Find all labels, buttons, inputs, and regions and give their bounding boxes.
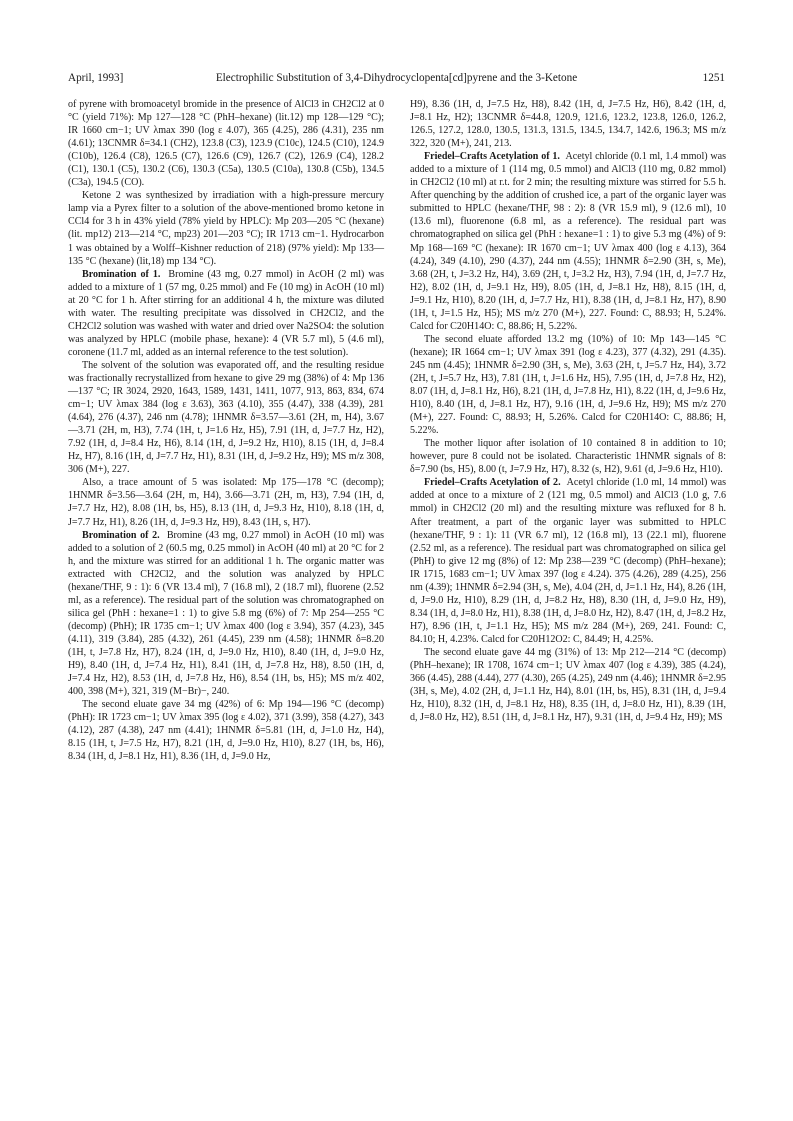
header-page-number: 1251 bbox=[702, 72, 725, 84]
body-bromination-of-1: Bromine (43 mg, 0.27 mmol) in AcOH (2 ml) was added to a mixture of 1 (57 mg, 0.25 mmol) and Fe (10 mg) in AcOH (10 ml) at 20 °C for 1 h. After stirring for an additional 4 h, the mixture was diluted with water. The resulting precipitate was dissolved in CH2Cl2, and the CH2Cl2 solution was washed with water and dried over Na2SO4: the solution was analyzed by HPLC (mobile phase, hexane): 4 (VR 5.7 ml), 5 (4.6 ml), coronene (11.7 ml, added as an internal reference to the test solution). bbox=[68, 268, 384, 358]
body-bromination-of-2: Bromine (43 mg, 0.27 mmol) in AcOH (10 ml) was added to a solution of 2 (60.5 mg, 0.25 mmol) in AcOH (40 ml) at 20 °C for 2 h, and the mixture was stirred for an additional 1 h. The organic matter was extracted with CH2Cl2, and the solution was analyzed by HPLC (hexane/THF, 9 : 1): 6 (VR 13.4 ml), 7 (16.8 ml), 2 (18.7 ml), fluorene (2.52 ml, as a reference). The residual part of the solution was chromatographed on silica gel (PhH : hexane=1 : 1) to give 5.8 mg (6%) of 7: Mp 254—255 °C (decomp) (PhH); IR 1735 cm−1; UV λmax 400 (log ε 3.94), 357 (4.23), 345 (4.11), 319 (3.84), 285 (4.32), 261 (4.45), 239 nm (4.58); 1HNMR δ=8.20 (1H, t, J=7.8 Hz, H7), 8.24 (1H, d, J=9.0 Hz, H10), 8.40 (1H, d, J=9.0 Hz, H9), 8.40 (1H, d, J=7.4 Hz, H1), 8.41 (1H, d, J=7.8 Hz, H8), 8.50 (1H, d, J=7.4 Hz, H2), 8.53 (1H, d, J=7.8 Hz, H6), 8.54 (1H, bs, H5); MS m/z 402, 400, 398 (M+), 321, 319 (M−Br)−, 240. bbox=[68, 529, 385, 698]
section-acetylation-of-1 bbox=[410, 150, 726, 333]
paragraph-second-eluate-6: The second eluate gave 34 mg (42%) of 6: Mp 194—196 °C (decomp) (PhH): IR 1723 cm−1; UV λmax 395 (log ε 4.02), 371 (3.99), 358 (4.27), 343 (4.12), 287 (4.38), 247 nm (4.41); 1HNMR δ=5.81 (1H, d, J=1.0 Hz, H4), 8.15 (1H, t, J=7.5 Hz, H7), 8.21 (1H, d, J=9.0 Hz, H10), 8.27 (1H, bs, H6), 8.34 (1H, d, J=8.1 Hz, H1), 8.36 (1H, d, J=9.0 Hz, bbox=[68, 699, 384, 763]
header-title: Electrophilic Substitution of 3,4-Dihydrocyclopenta[cd]pyrene and the 3-Ketone bbox=[215, 72, 578, 84]
heading-bromination-of-1: Bromination of 1. bbox=[82, 268, 161, 280]
body-acetylation-of-2: Acetyl chloride (1.0 ml, 14 mmol) was added at once to a mixture of 2 (121 mg, 0.5 mmol) and AlCl3 (1.0 g, 7.6 mmol) in CH2Cl2 (20 ml) and the resulting mixture was refluxed for 8 h. After treatment, a part of the organic layer was submitted to HPLC (hexane/THF, 9 : 1): 11 (VR 6.7 ml), 12 (16.8 ml), 13 (22.1 ml), fluorene (2.52 ml, as a reference). The residual part was chromatographed on silica gel (PhH) to give 12 mg (8%) of 12: Mp 238—239 °C (decomp) (PhH–hexane); IR 1715, 1683 cm−1; UV λmax 397 (log ε 4.24). 375 (4.26), 289 (4.25), 256 nm (4.39); 1HNMR δ=2.94 (3H, s, Me), 4.04 (2H, d, J=1.1 Hz, H4), 8.26 (1H, d, J=9.0 Hz, H10), 8.29 (1H, d, J=8.2 Hz, H8), 8.30 (1H, d, J=9.0 Hz, H9), 8.34 (1H, d, J=8.0 Hz, H1), 8.38 (1H, d, J=8.0 Hz, H2), 8.47 (1H, d, J=8.2 Hz, H7), 8.96 (1H, t, J=1.1 Hz, H5); MS m/z 284 (M+), 269, 241. Found: C, 84.10; H, 4.23%. Calcd for C20H12O2: C, 84.49; H, 4.25%. bbox=[410, 477, 726, 645]
heading-acetylation-of-2: Friedel–Crafts Acetylation of 2. bbox=[424, 477, 561, 489]
paragraph-continued-6: H9), 8.36 (1H, d, J=7.5 Hz, H8), 8.42 (1H, d, J=7.5 Hz, H6), 8.42 (1H, d, J=8.1 Hz, H2); 13CNMR δ=44.8, 120.9, 121.6, 123.2, 123.8, 126.0, 126.2, 126.5, 127.2, 128.0, 130.5, 131.3, 131.5, 134.5, 134.7, 142.6, 196.3; MS m/z 322, 320 (M+), 241, 213. bbox=[410, 99, 726, 150]
heading-acetylation-of-1: Friedel–Crafts Acetylation of 1. bbox=[424, 151, 560, 163]
paragraph-mother-liquor-8: The mother liquor after isolation of 10 contained 8 in addition to 10; however, pure 8 could not be isolated. Characteristic 1HNMR signals of 8: δ=7.90 (bs, H5), 8.00 (t, J=7.9 Hz, H7), 8.32 (s, H2), 9.61 (d, J=9.6 Hz, H10). bbox=[410, 438, 726, 476]
paragraph-bromoacetyl-synthesis: of pyrene with bromoacetyl bromide in the presence of AlCl3 in CH2Cl2 at 0 °C (yield 71%): Mp 127—128 °C (PhH–hexane) (lit.12) mp 128—129 °C); IR 1660 cm−1; UV λmax 390 (log ε 4.07), 365 (4.25), 286 (4.31), 235 nm (4.61); 13CNMR δ=34.1 (CH2), 123.8 (C3), 123.9 (C10c), 124.5 (C10), 124.9 (C10b), 126.4 (C8), 126.5 (C7), 126.6 (C9), 126.7 (C2), 126.9 (C4), 128.2 (C1), 130.1 (C5), 130.2 (C6), 130.3 (C5a), 130.5 (C10a), 130.8 (C5b), 134.5 (C3a), 194.5 (CO). bbox=[68, 99, 384, 189]
paragraph-recrystallization-4: The solvent of the solution was evaporated off, and the resulting residue was fractionally recrystallized from hexane to give 29 mg (38%) of 4: Mp 136—137 °C; IR 3024, 2920, 1643, 1589, 1431, 1411, 1077, 913, 863, 834, 674 cm−1; UV λmax 384 (log ε 3.63), 363 (4.10), 355 (4.47), 338 (4.39), 281 (4.64), 276 (4.37), 246 nm (4.78); 1HNMR δ=3.57—3.61 (2H, m, H4), 3.67—3.71 (2H, m, H3), 7.74 (1H, t, J=1.6 Hz, H5), 7.91 (1H, d, J=7.7 Hz, H2), 7.92 (1H, d, J=8.4 Hz, H6), 8.14 (1H, d, J=9.2 Hz, H10), 8.15 (1H, d, J=8.4 Hz, H7), 8.16 (1H, d, J=7.7 Hz, H1), 8.31 (1H, d, J=9.2 Hz, H9); MS m/z 308, 306 (M+), 227. bbox=[68, 359, 384, 476]
paragraph-second-eluate-13: The second eluate gave 44 mg (31%) of 13: Mp 212—214 °C (decomp) (PhH–hexane); IR 1708, 1674 cm−1; UV λmax 407 (log ε 4.39), 385 (4.24), 366 (4.45), 288 (4.44), 277 (4.30), 265 (4.25), 249 nm (4.46); 1HNMR δ=2.95 (3H, s, Me), 4.02 (2H, d, J=1.1 Hz, H4), 8.01 (1H, bs, H5), 8.31 (1H, d, J=9.4 Hz, H10), 8.32 (1H, d, J=8.1 Hz, H8), 8.35 (1H, d, J=8.0 Hz, H1), 8.39 (1H, d, J=8.0 Hz, H2), 8.51 (1H, d, J=8.1 Hz, H7), 9.31 (1H, d, J=9.4 Hz, H9); MS bbox=[410, 646, 726, 724]
paragraph-trace-5: Also, a trace amount of 5 was isolated: Mp 175—178 °C (decomp); 1HNMR δ=3.56—3.64 (2H, m, H4), 3.66—3.71 (2H, m, H3), 7.94 (1H, d, J=7.7 Hz, H2), 8.08 (1H, bs, H5), 8.13 (1H, d, J=9.3 Hz, H10), 8.18 (1H, d, J=7.7 Hz, H1), 8.26 (1H, d, J=9.3 Hz, H9), 8.43 (1H, s, H7). bbox=[68, 477, 384, 528]
body-acetylation-of-1: Acetyl chloride (0.1 ml, 1.4 mmol) was added to a mixture of 1 (114 mg, 0.5 mmol) and AlCl3 (110 mg, 0.82 mmol) in CH2Cl2 (10 ml) at r.t. for 2 min; the resulting mixture was stirred for 5.5 h. After quenching by the addition of crushed ice, a part of the organic layer was submitted to HPLC (hexane/THF, 98 : 2): 8 (VR 15.9 ml), 9 (12.6 ml), 10 (13.6 ml), fluorenone (6.8 ml, as a reference). The residual part was chromatographed on silica gel (PhH : hexane=1 : 1) to give 5.3 mg (4%) of 9: Mp 168—169 °C (hexane): IR 1670 cm−1; UV λmax 400 (log ε 4.13), 364 (4.24), 349 (4.10), 290 (4.37), 244 nm (4.55); 1HNMR δ=2.90 (3H, s, Me), 3.68 (2H, t, J=3.2 Hz, H4), 3.69 (2H, t, J=3.2 Hz, H3), 7.94 (1H, d, J=7.7 Hz, H2), 8.02 (1H, d, J=9.1 Hz, H9), 8.05 (1H, d, J=8.1 Hz, H8), 8.15 (1H, d, J=9.1 Hz, H10), 8.20 (1H, d, J=7.7 Hz, H1), 8.38 (1H, d, J=8.1 Hz, H7), 8.90 (1H, t, J=1.5 Hz, H5); MS m/z 270 (M+), 227. Found: C, 88.93; H, 5.24%. Calcd for C20H14O: C, 88.86; H, 5.22%. bbox=[410, 151, 727, 332]
header-date: April, 1993] bbox=[68, 72, 124, 84]
heading-bromination-of-2: Bromination of 2. bbox=[82, 529, 160, 541]
paragraph-ketone-2-synthesis: Ketone 2 was synthesized by irradiation with a high-pressure mercury lamp via a Pyrex filter to a solution of the above-mentioned bromo ketone in CCl4 for 3 h in 43% yield (78% yield by HPLC): Mp 203—205 °C (hexane) (lit. mp12) 213—214 °C, mp23) 201—203 °C); IR 1713 cm−1. Hydrocarbon 1 was obtained by a Wolff–Kishner reduction of 218) (97% yield): Mp 133—135 °C (hexane) (lit,18) mp 134 °C). bbox=[68, 190, 384, 267]
paragraph-second-eluate-10: The second eluate afforded 13.2 mg (10%) of 10: Mp 143—145 °C (hexane); IR 1664 cm−1; UV λmax 391 (log ε 4.23), 377 (4.32), 291 (4.35). 245 nm (4.45); 1HNMR δ=2.90 (3H, s, Me), 3.63 (2H, t, J=5.7 Hz, H4), 3.72 (2H, t, J=5.7 Hz, H3), 7.81 (1H, t, J=1.6 Hz, H5), 7.95 (1H, d, J=7.8 Hz, H2), 8.07 (1H, d, J=8.1 Hz, H6), 8.21 (1H, d, J=7.8 Hz, H1), 8.22 (1H, d, J=9.6 Hz, H10), 8.40 (1H, d, J=8.1 Hz, H7), 9.16 (1H, d, J=9.6 Hz, H9); MS m/z 270 (M+), 227. Found: C, 88.93; H, 5.26%. Calcd for C20H14O: C, 88.86; H, 5.22%. bbox=[410, 333, 726, 437]
section-acetylation-of-2 bbox=[410, 476, 726, 646]
section-bromination-of-2 bbox=[68, 529, 384, 699]
section-bromination-of-1 bbox=[68, 268, 384, 359]
right-column bbox=[410, 98, 726, 724]
running-header bbox=[68, 70, 725, 86]
left-column bbox=[68, 98, 384, 763]
